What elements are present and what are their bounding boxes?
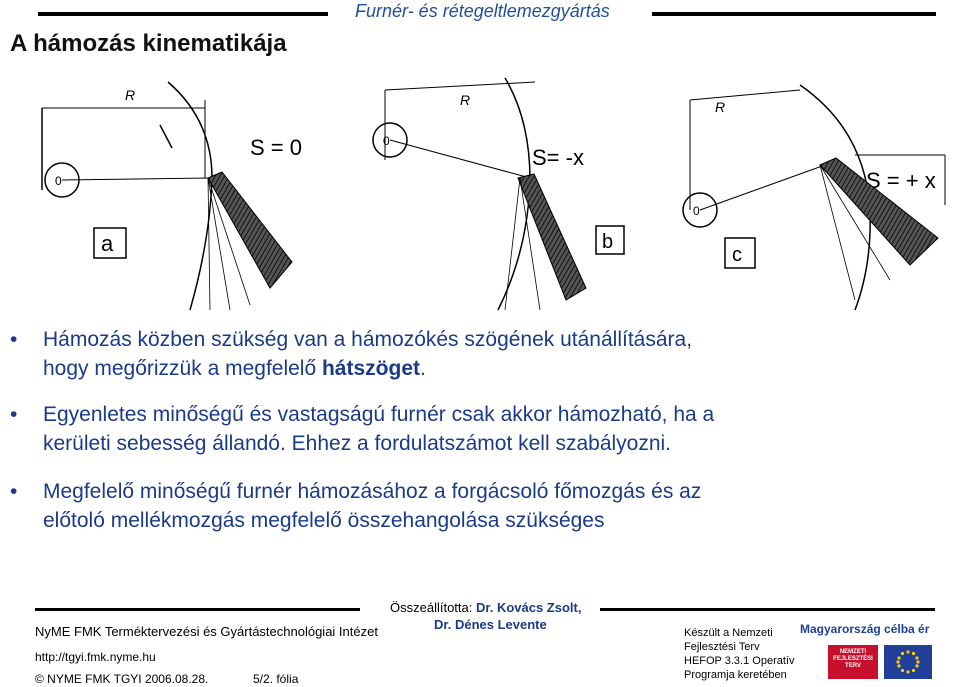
radius-label-b: R	[460, 92, 471, 108]
page-title: A hámozás kinematikája	[10, 30, 287, 57]
bullet-2-line-2: kerületi sebesség állandó. Ehhez a fordulatszámot kell szabályozni.	[43, 432, 672, 455]
knife-a	[208, 172, 292, 288]
bullet-item-1	[43, 325, 943, 383]
panel-a	[42, 82, 302, 310]
header-rule-right	[652, 12, 936, 16]
header-rule-left	[38, 12, 328, 16]
s-label-c: S = + x	[866, 168, 936, 193]
panel-letter-b: b	[602, 231, 614, 253]
bullet-marker: •	[10, 403, 18, 426]
header-subtitle: Furnér- és rétegeltlemezgyártás	[355, 1, 610, 21]
bullet-marker: •	[10, 328, 18, 351]
bullet-1-line-2: hogy megőrizzük a megfelelő hátszöget.	[43, 357, 426, 380]
s-label-b: S= -x	[532, 145, 584, 170]
eu-flag-icon	[884, 645, 932, 679]
institute-name: NyME FMK Terméktervezési és Gyártástechnológiai Intézet	[35, 624, 378, 639]
bullet-1-line-1: Hámozás közben szükség van a hámozókés szögének utánállítására,	[43, 328, 693, 351]
copyright: © NYME FMK TGYI 2006.08.28.	[35, 672, 209, 686]
compiled-by: Összeállította: Dr. Kovács Zsolt,	[390, 600, 582, 615]
footer-rule-left	[35, 608, 360, 611]
slide-number: 5/2. fólia	[253, 672, 299, 686]
peeling-kinematics-figure	[0, 60, 960, 318]
footer-rule-right	[600, 608, 935, 611]
funding-note: Készült a Nemzeti Fejlesztési Terv HEFOP 3.3.1 Operatív Programja keretében	[684, 627, 795, 681]
bold-term: hátszöget	[321, 357, 420, 380]
center-mark-b: 0	[383, 134, 390, 148]
nft-logo	[828, 645, 878, 679]
radius-label-a: R	[125, 87, 136, 103]
bullet-item-2	[43, 400, 943, 458]
panel-letter-a: a	[101, 231, 114, 256]
center-mark-a: 0	[55, 174, 62, 188]
panel-letter-c: c	[732, 244, 742, 266]
bullet-3-line-2: előtoló mellékmozgás megfelelő összehangolása szükséges	[43, 509, 605, 532]
center-mark-c: 0	[693, 204, 700, 218]
bullet-3-line-1: Megfelelő minőségű furnér hámozásához a forgácsoló főmozgás és az	[43, 480, 702, 503]
knife-b	[518, 174, 586, 300]
bullet-item-3	[43, 477, 943, 535]
panel-c	[683, 85, 945, 310]
logo-caption: Magyarország célba ér	[800, 622, 930, 636]
s-label-a: S = 0	[250, 135, 302, 160]
institute-url[interactable]: http://tgyi.fmk.nyme.hu	[35, 650, 156, 664]
bullet-2-line-1: Egyenletes minőségű és vastagságú furnér csak akkor hámozható, ha a	[43, 403, 715, 426]
nft-logo-text: NEMZETI FEJLESZTÉSI TERV	[833, 649, 873, 669]
radius-label-c: R	[715, 99, 726, 115]
author-2: Dr. Dénes Levente	[434, 617, 547, 632]
panel-b	[373, 78, 624, 310]
author-1: Dr. Kovács Zsolt,	[475, 600, 582, 615]
bullet-marker: •	[10, 480, 18, 503]
